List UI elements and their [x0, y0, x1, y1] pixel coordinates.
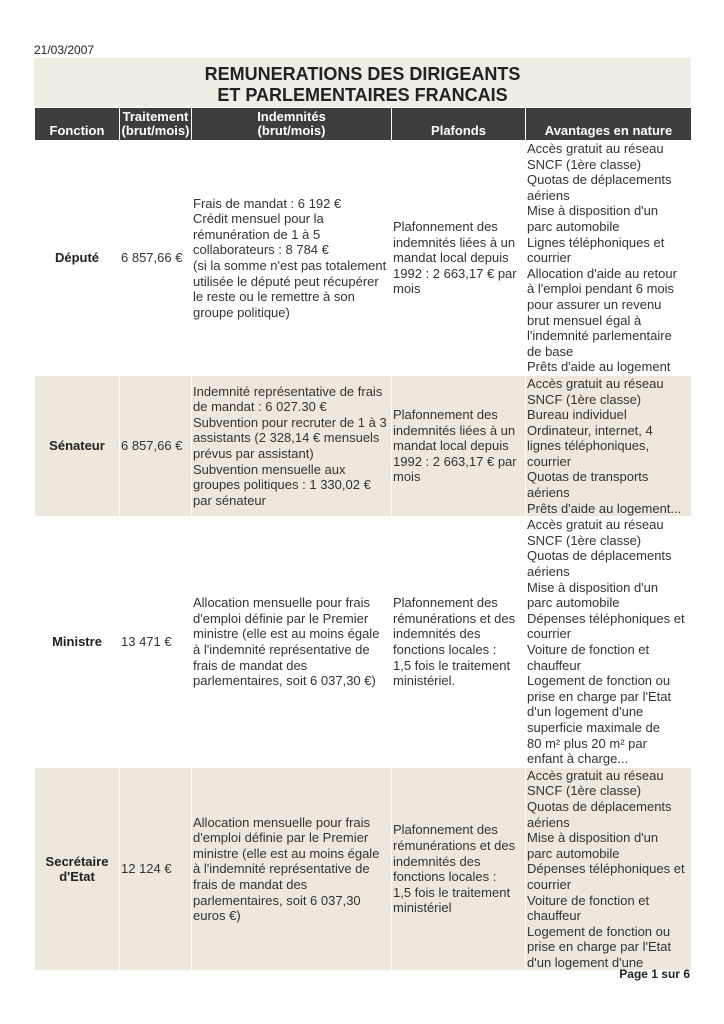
text-line: mandat local depuis [393, 250, 509, 266]
text-line: ministériel [393, 900, 452, 916]
text-line: indemnités des [393, 853, 481, 869]
text-line: SNCF (1ère classe) [527, 391, 642, 407]
text-line: 80 m² plus 20 m² par [527, 735, 647, 751]
text-line: courrier [527, 250, 572, 266]
text-line: Allocation mensuelle pour frais [193, 814, 371, 830]
text-line: frais de mandat des [193, 876, 308, 892]
cell-traitement: 12 124 € [120, 767, 192, 971]
text-line: Frais de mandat : 6 192 € [193, 195, 342, 211]
cell-plafonds [392, 517, 526, 768]
text-line: l'indemnité parlementaire [527, 328, 672, 344]
text-line: (si la somme n'est pas totalement [193, 257, 387, 273]
text-line: pour assurer un revenu [527, 296, 662, 312]
header-fonction [35, 108, 120, 141]
text-line: Sénateur [49, 438, 105, 454]
text-line: (brut/mois) [121, 123, 190, 138]
text-line: Mise à disposition d'un [527, 203, 659, 219]
title-line-2: ET PARLEMENTAIRES FRANCAIS [217, 85, 508, 105]
text-line: 1992 : 2 663,17 € par [393, 453, 517, 469]
text-line: Logement de fonction ou [527, 673, 671, 689]
text-line: enfant à charge... [527, 751, 629, 767]
title-box [34, 58, 691, 107]
text-line: Voiture de fonction et [527, 892, 650, 908]
text-line: Quotas de déplacements [527, 548, 672, 564]
text-line: Ministre [52, 634, 102, 650]
text-line: lignes téléphoniques, [527, 438, 650, 454]
text-line: d'un logement d'une [527, 954, 644, 970]
text-line: Quotas de déplacements [527, 172, 672, 188]
text-line: Indemnités [257, 109, 326, 124]
text-line: Plafonnement des [393, 822, 498, 838]
text-line: ministre (elle est au moins égale [193, 845, 380, 861]
text-line: à l'emploi pendant 6 mois [527, 281, 675, 297]
text-line: prise en charge par l'Etat [527, 939, 672, 955]
table-row [35, 141, 692, 376]
text-line: Allocation d'aide au retour [527, 265, 677, 281]
text-line: Mise à disposition d'un [527, 579, 659, 595]
header-avantages [526, 108, 692, 141]
text-line: courrier [527, 876, 572, 892]
text-line: assistants (2 328,14 € mensuels [193, 430, 380, 446]
cell-traitement: 6 857,66 € [120, 375, 192, 516]
text-line: groupes politiques : 1 330,02 € [193, 477, 371, 493]
text-line: à l'indemnité représentative de [193, 861, 370, 877]
text-line: Mise à disposition d'un [527, 830, 659, 846]
cell-plafonds [392, 767, 526, 971]
text-line: chauffeur [527, 657, 581, 673]
text-line: parc automobile [527, 845, 620, 861]
header-plafonds [392, 108, 526, 141]
text-line: parlementaires, soit 6 037,30 €) [193, 673, 376, 689]
text-line: Prêts d'aide au logement... [527, 500, 682, 516]
text-line: Bureau individuel [527, 407, 627, 423]
text-line: euros €) [193, 908, 241, 924]
text-line: à l'indemnité représentative de [193, 642, 370, 657]
text-line: d'un logement d'une [527, 704, 644, 720]
text-line: Quotas de déplacements [527, 798, 672, 814]
text-line: SNCF (1ère classe) [527, 532, 642, 548]
cell-indemnites [192, 517, 392, 768]
cell-fonction [35, 375, 120, 516]
text-line: Secrétaire [45, 853, 109, 869]
text-line: Accès gratuit au réseau [527, 767, 664, 783]
text-line: fonctions locales : [393, 869, 497, 885]
header-indemnites [192, 108, 392, 141]
text-line: de base [527, 343, 574, 359]
page-number: Page 1 sur 6 [619, 967, 690, 981]
text-line: par sénateur [193, 492, 266, 508]
text-line: Lignes téléphoniques et [527, 234, 665, 250]
remunerations-table [34, 107, 692, 971]
text-line: Indemnité représentative de frais [193, 383, 383, 399]
text-line: Plafonnement des [393, 407, 498, 423]
text-line: Plafonds [431, 123, 486, 138]
text-line: chauffeur [527, 908, 581, 924]
cell-traitement: 6 857,66 € [120, 141, 192, 376]
text-line: aériens [527, 564, 570, 580]
text-line: Logement de fonction ou [527, 923, 671, 939]
text-line: indemnités liées à un [393, 234, 516, 250]
cell-avantages [526, 141, 692, 376]
text-line: Accès gratuit au réseau [527, 141, 664, 156]
text-line: d'emploi définie par le Premier [193, 830, 369, 846]
text-line: ministériel. [393, 673, 456, 689]
text-line: indemnités des [393, 626, 481, 642]
text-line: prévus par assistant) [193, 446, 314, 462]
text-line: le reste ou le remettre à son [193, 289, 355, 305]
text-line: mois [393, 469, 421, 485]
header-traitement [120, 108, 192, 141]
text-line: ministre (elle est au moins égale [193, 626, 380, 642]
text-line: d'Etat [59, 869, 95, 885]
text-line: Fonction [49, 123, 105, 138]
text-line: brut mensuel égal à [527, 312, 642, 328]
text-line: indemnités liées à un [393, 422, 516, 438]
title-line-1: REMUNERATIONS DES DIRIGEANTS [204, 64, 521, 84]
text-line: 1,5 fois le traitement [393, 884, 511, 900]
text-line: rémunérations et des [393, 610, 516, 626]
text-line: Plafonnement des [393, 595, 498, 611]
text-line: Allocation mensuelle pour frais [193, 595, 371, 611]
text-line: parc automobile [527, 595, 620, 611]
cell-indemnites [192, 375, 392, 516]
cell-fonction [35, 517, 120, 768]
table-row [35, 517, 692, 768]
text-line: SNCF (1ère classe) [527, 156, 642, 172]
text-line: groupe politique) [193, 304, 290, 320]
text-line: Dépenses téléphoniques et [527, 861, 685, 877]
text-line: Ordinateur, internet, 4 [527, 422, 653, 438]
text-line: collaborateurs : 8 784 € [193, 242, 329, 258]
text-line: Député [54, 250, 100, 266]
text-line: Accès gratuit au réseau [527, 375, 664, 391]
text-line: utilisée le député peut récupérer [193, 273, 379, 289]
text-line: mois [393, 281, 421, 297]
table-row [35, 767, 692, 971]
text-line: rémunérations et des [393, 837, 516, 853]
cell-traitement: 13 471 € [120, 517, 192, 768]
cell-indemnites [192, 141, 392, 376]
text-line: Crédit mensuel pour la [193, 211, 324, 227]
text-line: Prêts d'aide au logement [527, 359, 671, 375]
cell-plafonds [392, 375, 526, 516]
cell-fonction [35, 767, 120, 971]
text-line: Quotas de transports [527, 469, 649, 485]
cell-avantages [526, 375, 692, 516]
text-line: aériens [527, 187, 570, 203]
text-line: Accès gratuit au réseau [527, 517, 664, 533]
text-line: SNCF (1ère classe) [527, 783, 642, 799]
text-line: prise en charge par l'Etat [527, 688, 672, 704]
text-line: parc automobile [527, 218, 620, 234]
table-header-row [35, 108, 692, 141]
text-line: (brut/mois) [257, 123, 326, 138]
text-line: courrier [527, 626, 572, 642]
text-line: Plafonnement des [393, 218, 498, 234]
cell-indemnites [192, 767, 392, 971]
text-line: courrier [527, 453, 572, 469]
text-line: parlementaires, soit 6 037,30 [193, 892, 361, 908]
text-line: Voiture de fonction et [527, 642, 650, 657]
text-line: 1,5 fois le traitement [393, 657, 511, 673]
text-line: Dépenses téléphoniques et [527, 610, 685, 626]
cell-plafonds [392, 141, 526, 376]
text-line: Subvention pour recruter de 1 à 3 [193, 414, 387, 430]
text-line: Traitement [122, 109, 189, 124]
text-line: de mandat : 6 027.30 € [193, 399, 327, 415]
cell-avantages [526, 517, 692, 768]
text-line: mandat local depuis [393, 438, 509, 454]
text-line: frais de mandat des [193, 657, 308, 673]
text-line: d'emploi définie par le Premier [193, 610, 369, 626]
text-line: aériens [527, 814, 570, 830]
text-line: 1992 : 2 663,17 € par [393, 265, 517, 281]
text-line: Subvention mensuelle aux [193, 461, 346, 477]
cell-avantages [526, 767, 692, 971]
table-row [35, 375, 692, 516]
text-line: fonctions locales : [393, 642, 497, 657]
text-line: superficie maximale de [527, 719, 660, 735]
text-line: aériens [527, 485, 570, 501]
document-date: 21/03/2007 [34, 43, 95, 57]
text-line: Avantages en nature [544, 123, 673, 138]
cell-fonction [35, 141, 120, 376]
text-line: rémunération de 1 à 5 [193, 226, 321, 242]
